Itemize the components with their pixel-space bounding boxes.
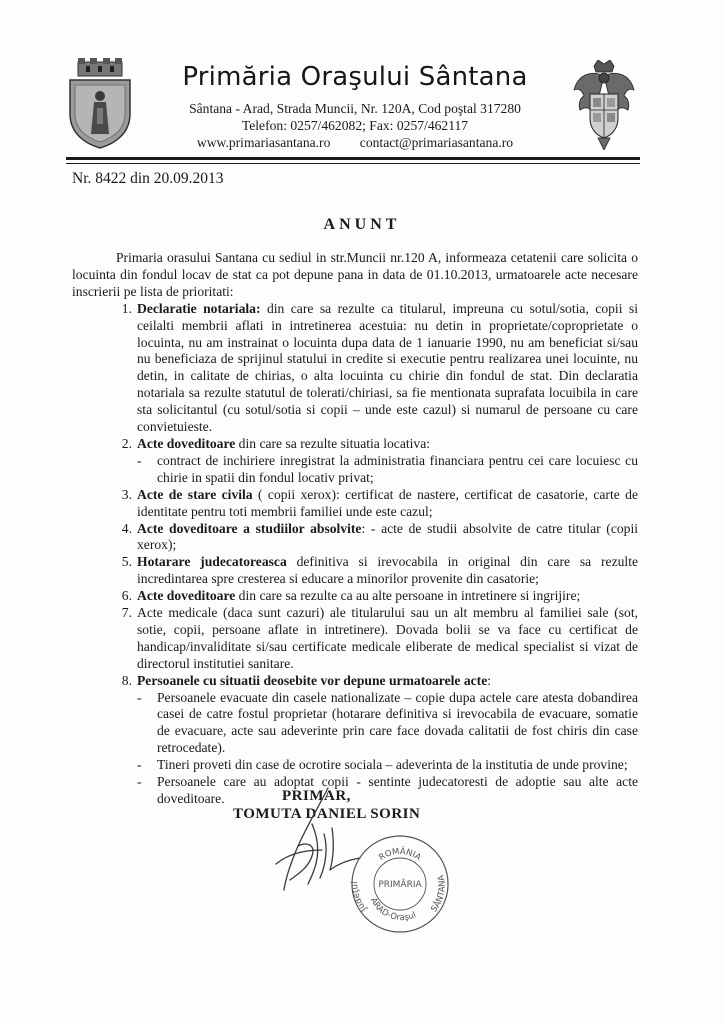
requirement-subitem [137,757,638,774]
requirement-text: din care sa rezulte ca titularul, impreuna cu sotul/sotia, copii si ceilalti membrii aflati in intretinerea acestuia: nu detin in proprietate/coproprietate o locuinta, nu am instrainat o locuinta dupa data de 1 ianuarie 1990, nu am beneficiat si/sau nu beneficiaza de sprijinul statului in credite si executie pentru realizarea unei locuinte, nu detin, in calitate de chirias, o alta locuinta cu chirie din fondul de stat. Din declaratia notariala sa rezulte statutul de tolerati/chiriasi, sa fie mentionata suprafata locuibila in care sta solicitantul (cu sotul/sotia si copii – unde este cazul) si numarul de persoane cu care convietuieste. [137,300,639,435]
stamp-left-text: Judeţul [350,881,370,914]
requirement-subitem-text: Persoanele evacuate din casele nationalizate – copie dupa actele care atesta dobandirea casei de catre fostul proprietar (hotarare definitiva si irevocabila de evacuare, somatie de evacuare, acte sau adeverinte prin care face dovada calitatii de fost chiris din case retrocedate). [157,689,638,756]
requirement-text: din care sa rezulte situatia locativa: [235,435,431,451]
header-divider-thin [66,163,640,164]
requirement-text: : - acte de studii absolvite de catre titular (copii xerox); [137,520,638,553]
requirement-text: din care sa rezulte ca au alte persoane in intretinere si ingrijire; [235,588,581,604]
org-name: Primăria Oraşului Sântana [182,62,528,92]
requirement-subitem [137,774,638,808]
intro-paragraph: Primaria orasului Santana cu sediul in str.Muncii nr.120 A, informeaza cetatenii care solicita o locuinta din fondul locav de stat ca pot depune pana in data de 01.10.2013, urmatoarele acte necesare inscrierii pe lista de prioritati: [72,250,638,299]
notice-body [72,250,638,808]
dash-bullet-icon: - [137,774,142,790]
requirement-number: 2. [121,435,132,451]
registration-number: Nr. 8422 din 20.09.2013 [72,170,224,187]
requirement-subitem-text: Tineri proveti din case de ocrotire sociala – adeverinta de la institutia de unde provine; [157,757,628,773]
requirement-text: ( copii xerox): certificat de nastere, certificat de casatorie, carte de identitate pentru toti membrii familiei unde este cazul; [137,486,639,519]
requirement-text: : [487,672,492,688]
requirement-subitem-text: Persoanele care au adoptat copii - sentinte judecatoresti de adoptie sau alte acte doveditoare. [157,774,638,806]
notice-title: ANUNT [323,216,401,233]
signatory-name: TOMUTA DANIEL SORIN [233,806,421,822]
requirement-item [72,588,638,605]
requirement-number: 5. [121,554,132,570]
dash-bullet-icon: - [137,757,142,773]
requirement-subitem [137,690,638,758]
dash-bullet-icon: - [137,689,142,705]
requirement-number: 4. [121,520,132,536]
requirement-item [72,521,638,555]
contact-line [140,134,570,152]
requirement-heading: Acte de stare civila [137,486,253,502]
romania-coat-of-arms-icon [572,60,636,150]
stamp-right-text: SÂNTANA [429,873,448,915]
requirement-heading: Acte doveditoare a studiilor absolvite [137,520,362,536]
requirement-item [72,301,638,436]
requirement-heading: Hotarare judecatoreasca [137,554,287,570]
requirement-subitem [137,453,638,487]
stamp-bottom-text: ARAD-Oraşul [367,896,418,924]
requirement-sublist [137,453,638,487]
requirement-number: 6. [121,588,132,604]
requirement-text: definitiva si irevocabila in original din care sa rezulte incredintarea spre cresterea si educare a minorilor provenite din casatorie; [137,554,638,587]
requirement-subitem-text: contract de inchiriere inregistrat la administratia financiara pentru cei care locuiesc cu chirie in spatii din fondul locativ privat; [157,452,638,485]
requirement-sublist [137,690,638,808]
requirement-heading: Acte doveditoare [137,588,236,604]
requirement-heading: Acte doveditoare [137,435,236,451]
requirement-text: Acte medicale (daca sunt cazuri) ale titularului sau un alt membru al familiei sale (sot, sotie, copii, persoane aflate in intretinere). Dovada bolii se va face cu certificat de handicap/invaliditate si/sau certificate medicale eliberate de medical specialist si vizat de directorul institutiei sanitare. [137,605,638,671]
signatory-title: PRIMAR, [282,788,351,804]
header-divider [66,157,640,160]
email-link[interactable]: contact@primariasantana.ro [359,135,514,150]
requirement-item [72,605,638,673]
dash-bullet-icon: - [137,452,142,468]
website-link[interactable]: www.primariasantana.ro [196,135,331,150]
town-coat-of-arms-icon [66,58,134,150]
phone-fax-line: Telefon: 0257/462082; Fax: 0257/462117 [241,118,469,133]
requirement-heading: Persoanele cu situatii deosebite vor depune urmatoarele acte [137,672,488,688]
requirement-item [72,554,638,588]
stamp-center-text: PRIMĂRIA [378,880,422,890]
requirement-number: 3. [121,486,132,502]
requirement-number: 8. [121,672,132,688]
stamp-top-text: ROMÂNIA [377,846,423,863]
requirement-heading: Declaratie notariala: [137,300,261,316]
requirements-list [72,301,638,808]
requirement-item [72,487,638,521]
address-line: Sântana - Arad, Strada Muncii, Nr. 120A, Cod poştal 317280 [189,101,521,116]
requirement-number: 1. [121,300,132,316]
requirement-item [72,436,638,487]
official-stamp [348,832,452,936]
requirement-number: 7. [121,605,132,621]
